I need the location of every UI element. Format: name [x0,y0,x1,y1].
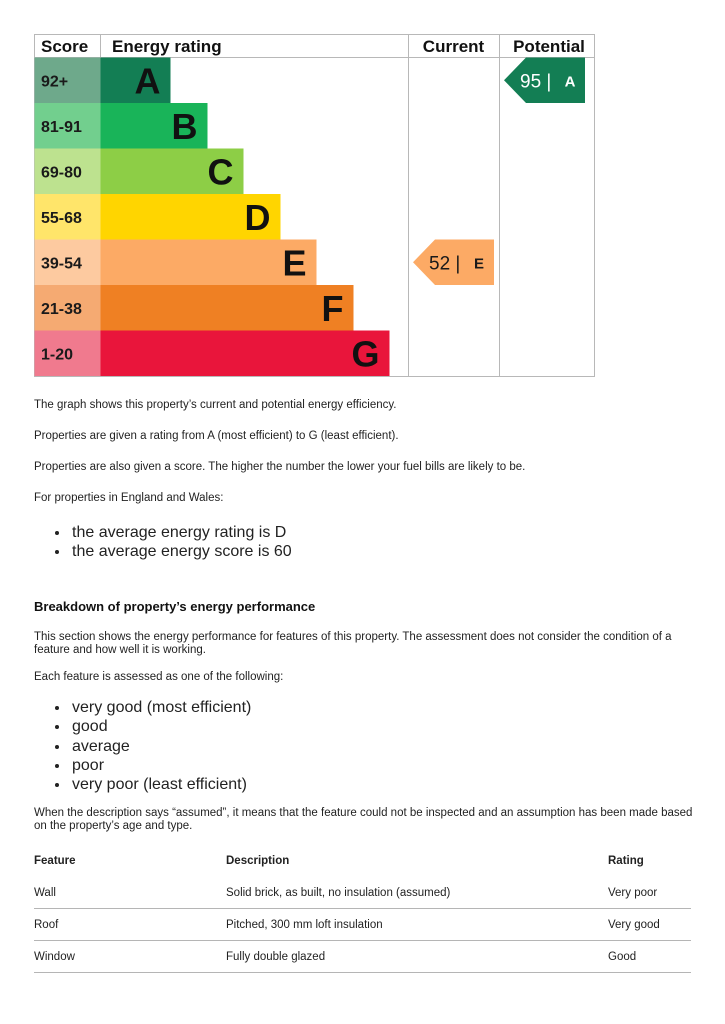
intro-paragraph-4: For properties in England and Wales: [34,492,224,504]
score-range-label: 55-68 [41,209,82,227]
feature-table [34,845,691,973]
intro-paragraph-1: The graph shows this property’s current and potential energy efficiency. [34,399,397,411]
rating-letter: E [282,242,307,284]
current-rating-marker [413,240,494,286]
list-item: • the average energy score is 60 [70,542,292,561]
averages-list [52,523,292,562]
rating-letter: D [244,196,271,238]
breakdown-paragraph-3: When the description says “assumed”, it means that the feature could not be inspected and an assumption has been made based on the property’s age and type. [34,807,693,832]
feature-cell: Wall [34,877,226,909]
rating-letter: C [207,151,234,193]
header-energy-rating: Energy rating [112,37,222,56]
rating-bar-f [101,285,354,331]
current-rating-marker-score-label: 52 | [429,253,461,275]
rating-bar-g [101,331,390,377]
current-rating-marker-letter: E [473,255,485,273]
potential-rating-marker [504,58,585,104]
score-range-label: 92+ [41,73,69,91]
score-range-label: 21-38 [41,300,82,318]
description-cell: Pitched, 300 mm loft insulation [226,909,608,941]
list-item: • poor [70,756,251,775]
score-range-label: 39-54 [41,255,82,273]
assessment-levels-list [52,698,251,794]
rating-cell: Good [608,941,691,973]
score-range-label: 81-91 [41,118,82,136]
header-current: Current [422,37,485,56]
header-potential: Potential [513,37,585,56]
score-range-label: 1-20 [41,346,74,364]
potential-rating-marker-score-label: 95 | [520,71,552,93]
feature-cell: Window [34,941,226,973]
rating-letter: F [321,287,344,329]
table-row [34,877,691,909]
feature-cell: Roof [34,909,226,941]
breakdown-paragraph-2: Each feature is assessed as one of the following: [34,671,284,683]
breakdown-heading: Breakdown of property’s energy performance [34,599,316,614]
rating-letter: A [134,60,161,102]
rating-letter: G [351,333,380,375]
description-cell: Solid brick, as built, no insulation (assumed) [226,877,608,909]
intro-paragraph-3: Properties are also given a score. The higher the number the lower your fuel bills are likely to be. [34,461,526,473]
table-header-row [34,845,691,877]
header-score: Score [41,37,89,56]
score-range-label: 69-80 [41,164,82,182]
list-item: • good [70,717,251,736]
intro-paragraph-2: Properties are given a rating from A (most efficient) to G (least efficient). [34,430,399,442]
list-item: • average [70,737,251,756]
column-header-description: Description [226,855,290,867]
list-item: • very good (most efficient) [70,698,251,717]
column-header-rating: Rating [608,855,644,867]
rating-cell: Very good [608,909,691,941]
column-header-feature: Feature [34,855,76,867]
rating-cell: Very poor [608,877,691,909]
breakdown-paragraph-1: This section shows the energy performance for features of this property. The assessment does not consider the condition of a feature and how well it is working. [34,631,672,656]
description-cell: Fully double glazed [226,941,608,973]
table-row [34,941,691,973]
table-row [34,909,691,941]
list-item: • very poor (least efficient) [70,775,251,794]
rating-letter: B [171,105,198,147]
energy-rating-chart [0,0,725,385]
list-item: • the average energy rating is D [70,523,292,542]
potential-rating-marker-letter: A [564,73,576,91]
